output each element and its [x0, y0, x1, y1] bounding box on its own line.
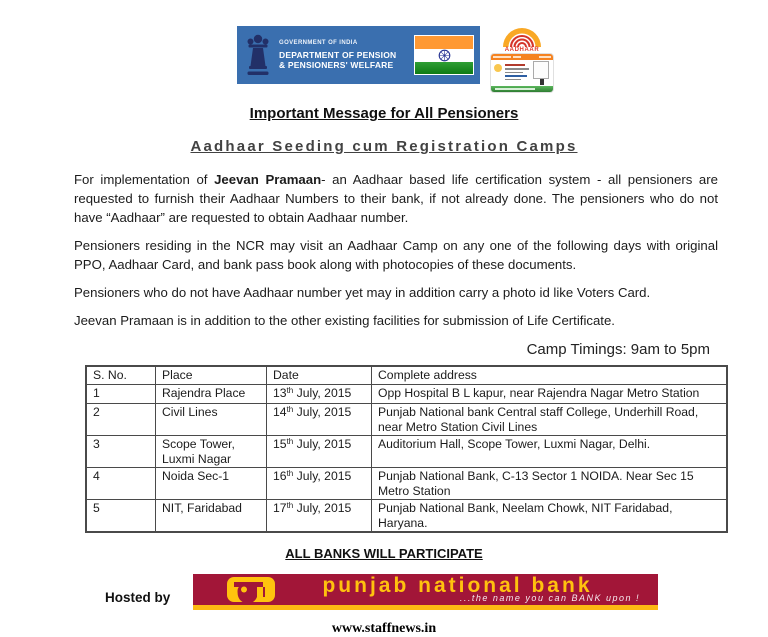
card-green-strip	[491, 86, 553, 92]
pnb-logo-banner	[193, 574, 658, 610]
camps-table	[85, 365, 728, 533]
paragraph-life-certificate: Jeevan Pramaan is in addition to the other existing facilities for submission of Life Certificate.	[74, 313, 615, 328]
aadhaar-logo	[489, 26, 555, 92]
cell-address: Punjab National Bank, C-13 Sector 1 NOIDA. Near Sec 15 Metro Station	[372, 468, 728, 500]
paragraph-ncr-camps: Pensioners residing in the NCR may visit an Aadhaar Camp on any one of the following days with original PPO, Aadhaar Card, and bank pass book along with photocopies of these documents.	[74, 238, 718, 272]
paragraph-jeevan-pramaan	[74, 170, 718, 227]
header-address: Complete address	[372, 366, 728, 384]
govt-of-india-label: GOVERNMENT OF INDIA	[279, 40, 358, 46]
aadhaar-label: AADHAAR	[504, 47, 540, 53]
website-url: www.staffnews.in	[331, 621, 437, 636]
table-row	[86, 404, 727, 436]
card-logo-dot	[494, 64, 502, 72]
p1-post: - an Aadhaar based life certification system - all pensioners are requested to furnish their Aadhaar Numbers to their bank, if not already done. The pensioners who do not have “Aadhaar” are requested to obtain Aadhaar number.	[74, 172, 718, 225]
cell-place: Noida Sec-1	[156, 468, 267, 500]
cell-place: Civil Lines	[156, 404, 267, 436]
cell-date: 17th July, 2015	[267, 500, 372, 533]
p1-pre: For implementation of	[74, 172, 215, 187]
cell-address: Punjab National Bank, Neelam Chowk, NIT Faridabad, Haryana.	[372, 500, 728, 533]
cell-address: Punjab National bank Central staff College, Underhill Road, near Metro Station Civil Lines	[372, 404, 728, 436]
ashoka-chakra-icon	[438, 49, 451, 62]
department-label-line1: DEPARTMENT OF PENSION	[279, 50, 397, 60]
cell-sno: 5	[86, 500, 156, 533]
cell-date: 13th July, 2015	[267, 384, 372, 404]
cell-sno: 2	[86, 404, 156, 436]
cell-place: NIT, Faridabad	[156, 500, 267, 533]
government-banner	[237, 26, 480, 84]
header-sno: S. No.	[86, 366, 156, 384]
cell-sno: 1	[86, 384, 156, 404]
cell-place: Rajendra Place	[156, 384, 267, 404]
cell-address: Opp Hospital B L kapur, near Rajendra Nagar Metro Station	[372, 384, 728, 404]
hosted-by-label: Hosted by	[105, 590, 171, 605]
aadhaar-sun-icon	[500, 26, 544, 47]
p1-bold-jeevan-pramaan: Jeevan Pramaan	[214, 172, 322, 187]
india-flag-icon	[414, 35, 474, 75]
pnb-wordmark-block	[275, 576, 658, 603]
table-row	[86, 384, 727, 404]
table-row	[86, 500, 727, 533]
cell-date: 14th July, 2015	[267, 404, 372, 436]
pnb-name: punjab national bank	[322, 574, 593, 597]
all-banks-note: ALL BANKS WILL PARTICIPATE	[285, 546, 483, 561]
page-subtitle: Aadhaar Seeding cum Registration Camps	[190, 138, 578, 155]
camp-timings: Camp Timings: 9am to 5pm	[526, 341, 710, 358]
cell-place: Scope Tower, Luxmi Nagar	[156, 436, 267, 468]
aadhaar-sample-card	[491, 54, 553, 92]
page-title: Important Message for All Pensioners	[249, 105, 519, 122]
cell-sno: 3	[86, 436, 156, 468]
government-banner-text	[279, 40, 408, 70]
pnb-tagline: ...the name you can BANK upon !	[459, 593, 640, 603]
cell-date: 15th July, 2015	[267, 436, 372, 468]
cell-address: Auditorium Hall, Scope Tower, Luxmi Nagar, Delhi.	[372, 436, 728, 468]
department-label-line2: & PENSIONERS' WELFARE	[279, 60, 394, 70]
pnb-emblem-icon	[227, 577, 275, 602]
table-row	[86, 436, 727, 468]
hosted-by-row	[0, 569, 768, 615]
table-row	[86, 468, 727, 500]
cell-sno: 4	[86, 468, 156, 500]
card-photo-box	[533, 61, 549, 79]
ashoka-emblem-icon	[243, 33, 273, 77]
paragraph-photo-id: Pensioners who do not have Aadhaar number yet may in addition carry a photo id like Voters Card.	[74, 285, 651, 300]
cell-date: 16th July, 2015	[267, 468, 372, 500]
header-place: Place	[156, 366, 267, 384]
card-emblem-mark	[540, 79, 544, 85]
header-date: Date	[267, 366, 372, 384]
table-header-row	[86, 366, 727, 384]
header-logos	[12, 0, 768, 92]
